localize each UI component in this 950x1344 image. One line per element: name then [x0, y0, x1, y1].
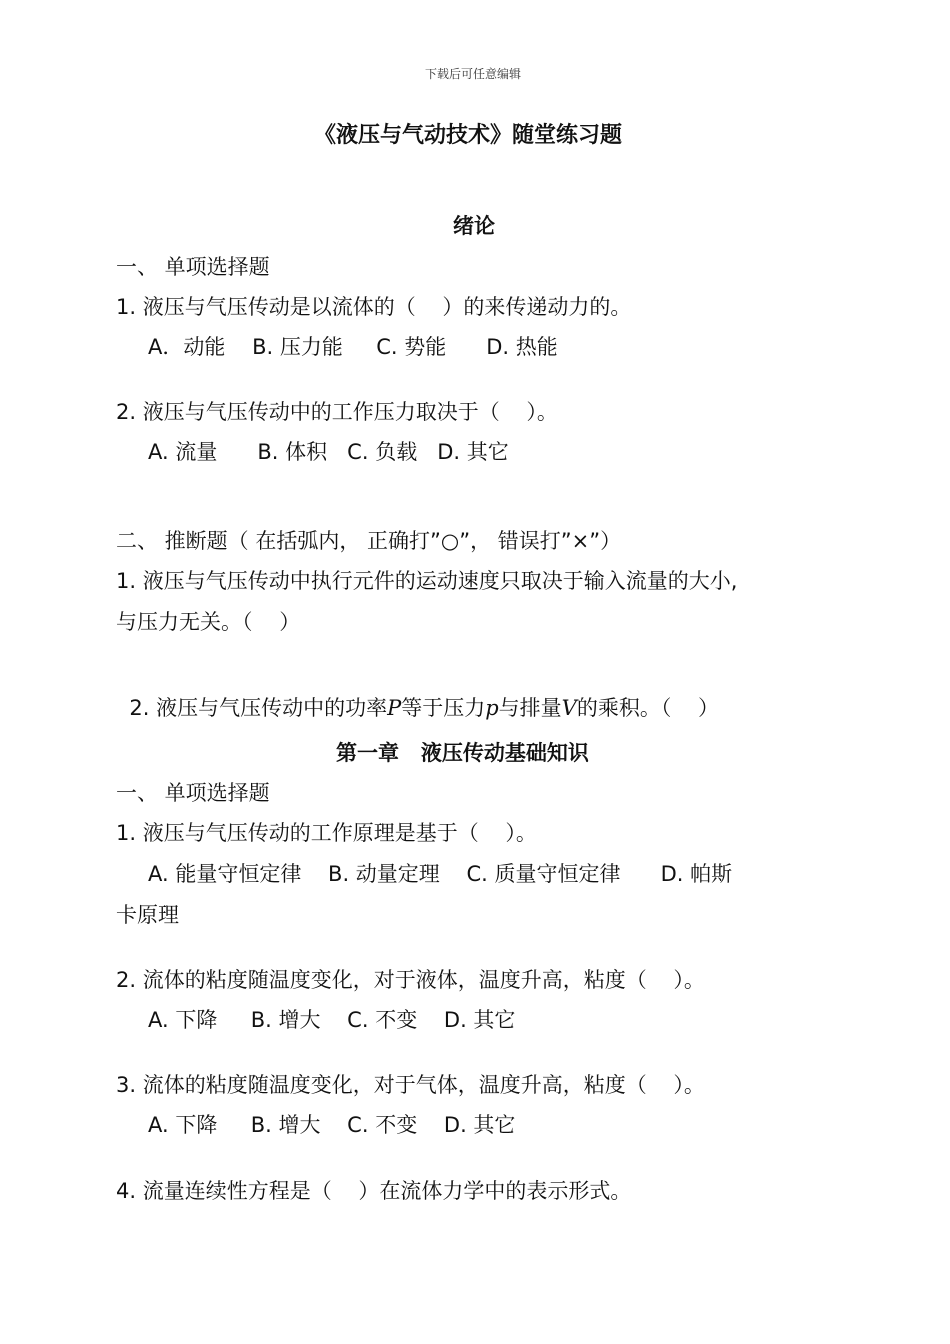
intro-q2-text: 2. 液压与气压传动中的工作压力取决于（ ）。: [116, 400, 558, 424]
intro-q2-options: A. 流量 B. 体积 C. 负载 D. 其它: [148, 440, 509, 464]
chapter1-q3-text: 3. 流体的粘度随温度变化，对于气体，温度升高，粘度（ ）。: [116, 1073, 705, 1097]
document-title: 《液压与气动技术》随堂练习题: [314, 123, 623, 148]
intro-q1-options: A．动能 B. 压力能 C. 势能 D. 热能: [148, 335, 558, 359]
chapter1-q2-options: A. 下降 B. 增大 C. 不变 D. 其它: [148, 1008, 516, 1032]
chapter1-q1-text: 1. 液压与气压传动的工作原理是基于（ ）。: [116, 821, 537, 845]
chapter1-q4-text: 4. 流量连续性方程是（ ）在流体力学中的表示形式。: [116, 1179, 632, 1203]
intro-judge-q2-suffix: 的乘积。（ ）: [576, 696, 720, 720]
intro-section-title: 绪论: [453, 214, 495, 238]
power-variable: P: [387, 696, 402, 720]
intro-judge-q1-line1: 1. 液压与气压传动中执行元件的运动速度只取决于输入流量的大小,: [116, 569, 738, 593]
chapter1-q3-options: A. 下降 B. 增大 C. 不变 D. 其它: [148, 1113, 516, 1137]
displacement-variable: V: [561, 696, 577, 720]
intro-judge-q2-mid2: 与排量: [498, 696, 562, 720]
intro-part2-heading: 二、 推断题（ 在括弧内， 正确打”○”， 错误打”×”）: [116, 529, 622, 553]
intro-judge-q2: [116, 677, 719, 719]
chapter1-q2-text: 2. 流体的粘度随温度变化，对于液体，温度升高，粘度（ ）。: [116, 968, 705, 992]
chapter1-q1-options-line1: A. 能量守恒定律 B. 动量定理 C. 质量守恒定律 D. 帕斯: [148, 862, 733, 886]
intro-judge-q2-prefix: 2. 液压与气压传动中的功率: [129, 696, 388, 720]
chapter1-q1-options-line2: 卡原理: [116, 903, 179, 927]
intro-judge-q2-mid1: 等于压力: [401, 696, 486, 720]
intro-part1-heading: 一、 单项选择题: [116, 255, 270, 279]
chapter1-part1-heading: 一、 单项选择题: [116, 781, 270, 805]
intro-judge-q1-line2: 与压力无关。（ ）: [116, 610, 301, 634]
pressure-variable: p: [485, 696, 499, 720]
header-note: 下载后可任意编辑: [425, 67, 522, 81]
intro-q1-text: 1. 液压与气压传动是以流体的（ ）的来传递动力的。: [116, 295, 632, 319]
chapter1-title: 第一章 液压传动基础知识: [336, 741, 589, 765]
